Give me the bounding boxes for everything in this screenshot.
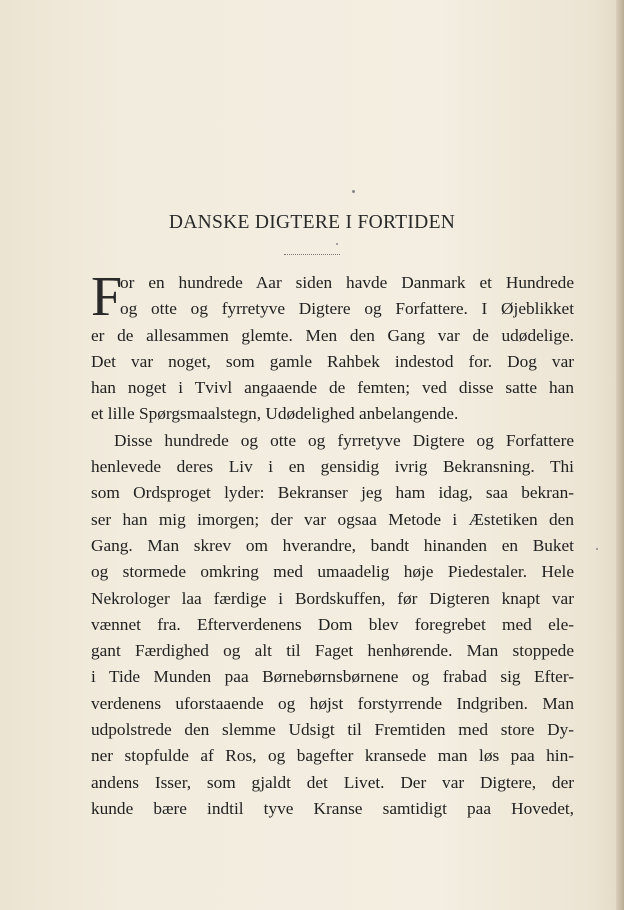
text-line: kunde bære indtil tyve Kranse samtidigt paa Hovedet, (91, 798, 574, 818)
drop-capital: F (91, 266, 123, 328)
text-line: henlevede deres Liv i en gensidig ivrig Bekransning. Thi (91, 457, 574, 477)
text-line: andens Isser, som gjaldt det Livet. Der var Digtere, der (91, 772, 574, 792)
text-line: udpolstrede den slemme Udsigt til Fremtiden med store Dy- (91, 720, 574, 740)
text-line: Nekrologer laa færdige i Bordskuffen, før Digteren knapt var (91, 588, 574, 608)
text-line: or en hundrede Aar siden havde Danmark et Hundrede (120, 273, 574, 292)
text-line: i Tide Munden paa Børnebørnsbørnene og frabad sig Efter- (91, 667, 574, 687)
page-title: DANSKE DIGTERE I FORTIDEN (168, 212, 456, 233)
text-line: Det var noget, som gamle Rahbek indestod for. Dog var (91, 351, 574, 371)
print-speck (352, 190, 355, 193)
body-text (91, 266, 574, 822)
text-line: ner stopfulde af Ros, og bagefter kransede man løs paa hin- (91, 746, 574, 766)
text-line: Gang. Man skrev om hverandre, bandt hinanden en Buket (91, 535, 574, 555)
text-line: et lille Spørgsmaalstegn, Udødelighed anbelangende. (91, 404, 459, 424)
text-line: og otte og fyrretyve Digtere og Forfattere. I Øjeblikket (120, 299, 574, 319)
text-line: som Ordsproget lyder: Bekranser jeg ham idag, saa bekran- (91, 483, 574, 503)
text-line: vænnet fra. Efterverdenens Dom blev foregrebet med ele- (91, 614, 574, 634)
text-line: og stormede omkring med umaadelig høje Piedestaler. Hele (91, 562, 574, 582)
text-line: han noget i Tvivl angaaende de femten; ved disse satte han (91, 378, 574, 398)
text-line: er de allesammen glemte. Men den Gang var de udødelige. (91, 325, 574, 345)
print-speck (336, 243, 338, 245)
title-ornament-rule (284, 254, 340, 255)
text-line: verdenens uforstaaende og højst forstyrrende Indgriben. Man (91, 693, 574, 713)
text-line: Disse hundrede og otte og fyrretyve Digtere og Forfattere (114, 430, 574, 450)
page-edge (616, 0, 624, 910)
text-line: ser han mig imorgen; der var ogsaa Metode i Æstetiken den (91, 509, 574, 529)
text-line: gant Færdighed og alt til Faget henhørende. Man stoppede (91, 641, 574, 661)
print-speck (596, 548, 598, 550)
